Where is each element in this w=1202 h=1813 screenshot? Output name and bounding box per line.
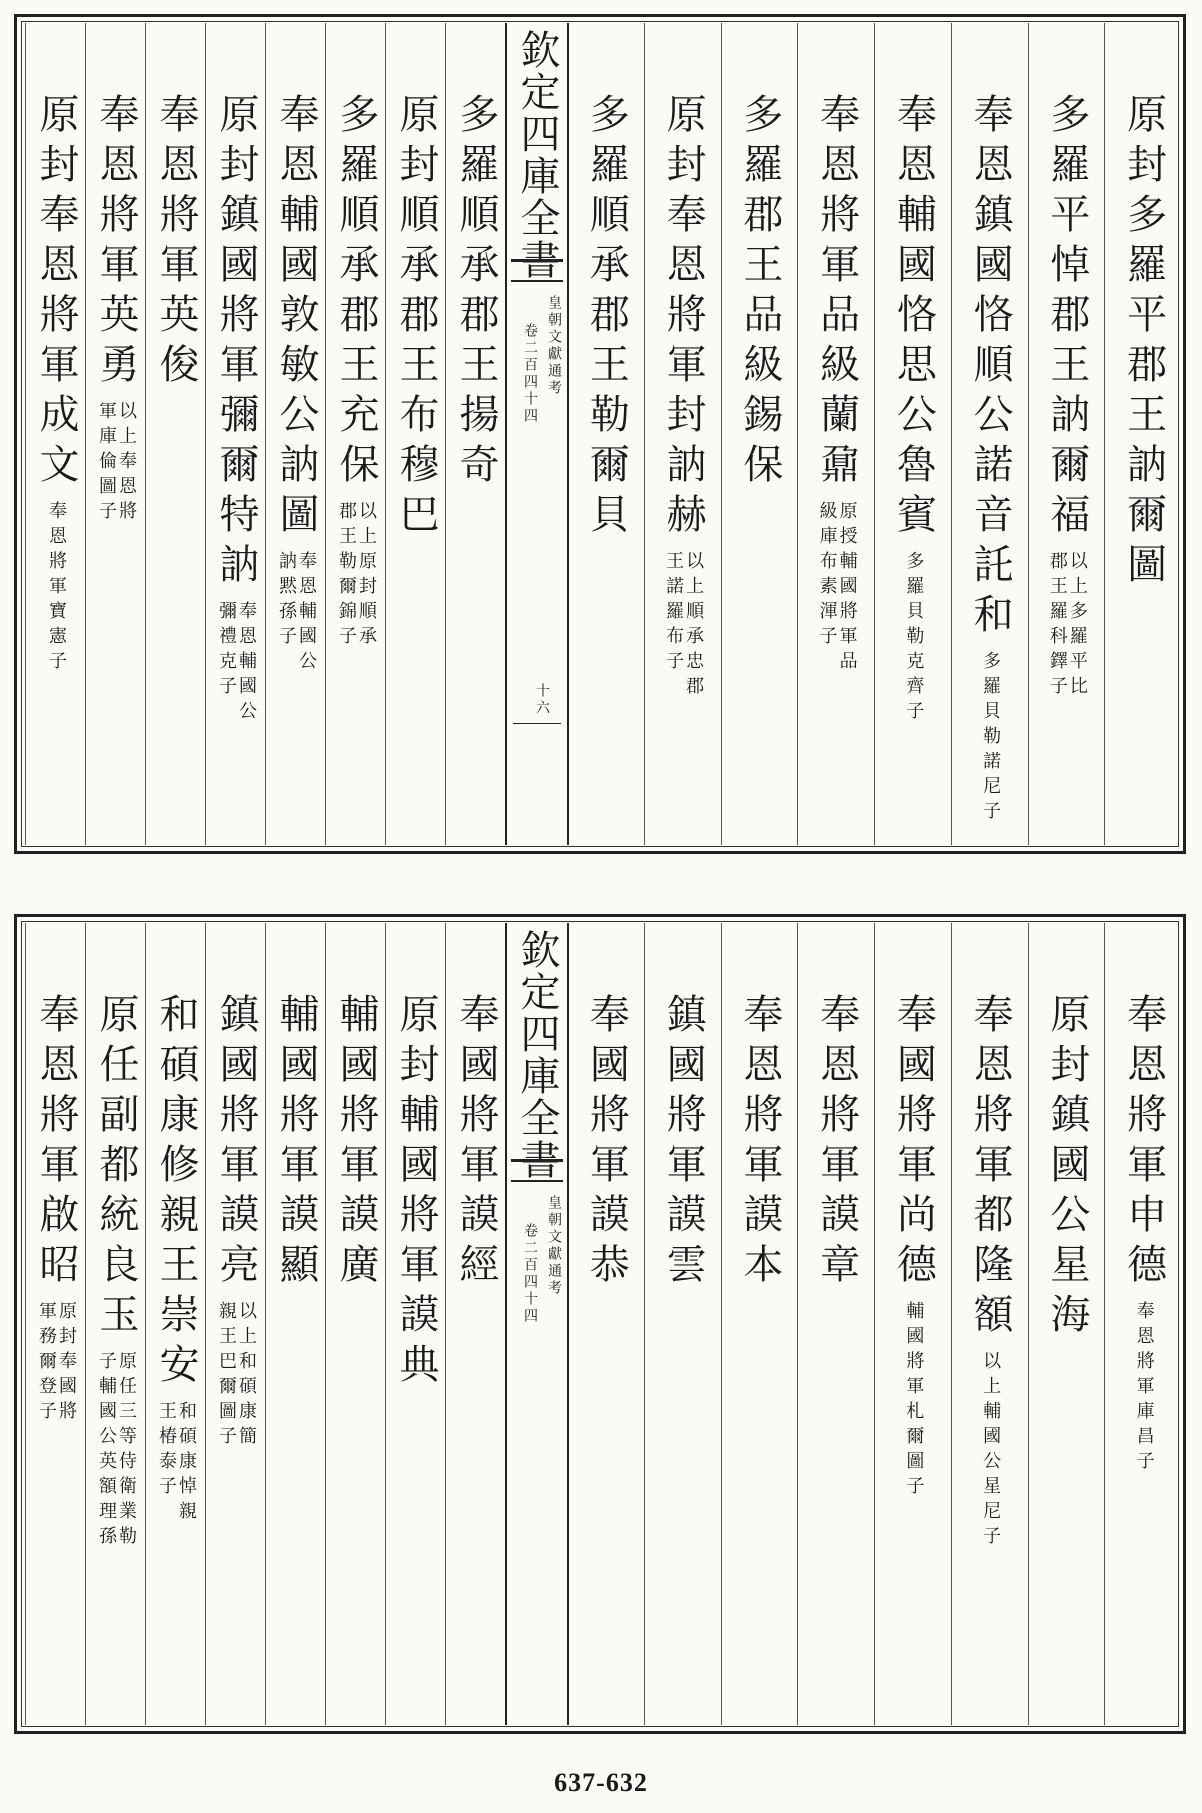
entry-column <box>25 23 86 845</box>
entry-name: 奉恩將軍品級蘭鼐 <box>813 93 860 493</box>
entry-column <box>325 923 386 1725</box>
entry-name: 多羅順承郡王揚奇 <box>453 93 499 493</box>
entry-column <box>1104 23 1182 845</box>
entry-name: 原任副都統良玉 <box>93 993 139 1343</box>
annotation-line: 王諾羅布子 <box>663 551 685 676</box>
entry-name: 鎮國將軍謨雲 <box>660 993 707 1293</box>
entry-name: 和碩康修親王崇安 <box>153 993 199 1393</box>
entry-name: 原封輔國將軍謨典 <box>393 993 439 1393</box>
annotation <box>96 401 136 526</box>
annotation-line: 郡王勒爾錦子 <box>336 501 357 651</box>
annotation-line: 訥黙孫子 <box>276 551 297 651</box>
entry-column <box>874 923 952 1725</box>
center-banner <box>505 23 569 845</box>
entry-column <box>951 923 1029 1725</box>
banner-title: 欽定四庫全書 <box>514 929 560 1181</box>
annotation-line: 軍庫倫圖子 <box>96 401 117 526</box>
entry-column <box>85 923 146 1725</box>
annotation-line: 奉恩輔國公 <box>296 551 317 676</box>
lower-page <box>14 914 1186 1734</box>
annotation-line: 奉恩將軍寶憲子 <box>46 501 67 676</box>
entry-column <box>644 923 722 1725</box>
entry-column <box>567 23 645 845</box>
banner-source: 皇朝文獻通考 <box>546 295 562 397</box>
entry-name: 奉恩將軍申德 <box>1120 993 1167 1293</box>
banner-volume: 卷二百四十四 <box>522 1223 538 1325</box>
entry-column <box>325 23 386 845</box>
entry-name: 原封奉恩將軍成文 <box>33 93 79 493</box>
banner-source: 皇朝文獻通考 <box>546 1195 562 1297</box>
entry-column <box>85 23 146 845</box>
entry-name: 輔國將軍謨廣 <box>333 993 379 1293</box>
entry-column <box>205 23 266 845</box>
entry-name: 奉恩將軍英勇 <box>93 93 139 393</box>
entry-column <box>145 23 206 845</box>
entry-name: 奉恩將軍謨本 <box>736 993 783 1293</box>
entry-column <box>1028 923 1106 1725</box>
entry-column <box>644 23 722 845</box>
entry-name: 原封鎮國公星海 <box>1043 993 1090 1343</box>
banner-title: 欽定四庫全書 <box>514 29 560 281</box>
upper-page <box>14 14 1186 854</box>
entry-column <box>265 23 326 845</box>
page-number: 637-632 <box>554 1768 648 1797</box>
entry-name: 奉國將軍謨恭 <box>583 993 630 1293</box>
annotation-line: 以上輔國公星尼子 <box>980 1351 1002 1551</box>
annotation <box>1134 1301 1154 1476</box>
entry-name: 奉恩輔國敦敏公訥圖 <box>273 93 319 543</box>
annotation-line: 輔國將軍札爾圖子 <box>903 1301 925 1501</box>
entry-column <box>385 923 446 1725</box>
annotation-line: 以上多羅平比 <box>1066 551 1088 701</box>
annotation <box>156 1401 196 1526</box>
annotation-line: 郡王羅科鐸子 <box>1046 551 1068 701</box>
entry-column <box>567 923 645 1725</box>
annotation-line: 原授輔國將軍品 <box>836 501 858 676</box>
entry-name: 奉國將軍尚德 <box>890 993 937 1293</box>
entry-name: 奉國將軍謨經 <box>453 993 499 1293</box>
entry-column <box>721 923 799 1725</box>
entry-column <box>721 23 799 845</box>
banner-volume: 卷二百四十四 <box>522 323 538 425</box>
annotation <box>46 501 66 676</box>
annotation-line: 以上和碩康簡 <box>236 1301 257 1451</box>
annotation-line: 以上奉恩將 <box>116 401 137 526</box>
annotation-line: 奉恩將軍庫昌子 <box>1133 1301 1155 1476</box>
annotation-line: 多羅貝勒諾尼子 <box>980 651 1002 826</box>
entry-name: 原封順承郡王布穆巴 <box>393 93 439 543</box>
annotation <box>96 1351 136 1551</box>
entry-name: 原封奉恩將軍封訥赫 <box>660 93 707 543</box>
annotation <box>663 551 703 701</box>
annotation-line: 王椿泰子 <box>156 1401 177 1501</box>
annotation-line: 原任三等侍衛業勒 <box>116 1351 137 1551</box>
fishtail-mark <box>511 1159 563 1182</box>
folio-number: 十六 <box>534 683 550 717</box>
annotation <box>903 1301 923 1501</box>
entry-name: 鎮國將軍謨亮 <box>213 993 259 1293</box>
annotation-line: 軍務爾登子 <box>36 1301 57 1426</box>
annotation-line: 多羅貝勒克齊子 <box>903 551 925 726</box>
entry-column <box>445 923 506 1725</box>
annotation-line: 以上順承忠郡 <box>683 551 705 701</box>
entry-name: 奉恩將軍英俊 <box>153 93 199 393</box>
entry-name: 多羅平悼郡王訥爾福 <box>1043 93 1090 543</box>
annotation-line: 子輔國公英額理孫 <box>96 1351 117 1551</box>
entry-column <box>797 923 875 1725</box>
entry-name: 奉恩將軍啟昭 <box>33 993 79 1293</box>
annotation <box>336 501 376 651</box>
entry-name: 奉恩輔國恪思公魯賓 <box>890 93 937 543</box>
center-banner <box>505 923 569 1725</box>
entry-column <box>385 23 446 845</box>
annotation <box>216 601 256 726</box>
entry-column <box>445 23 506 845</box>
entry-column <box>951 23 1029 845</box>
annotation-line: 原封奉國將 <box>56 1301 77 1426</box>
entry-name: 多羅郡王品級錫保 <box>736 93 783 493</box>
entry-column <box>874 23 952 845</box>
annotation-line: 奉恩輔國公 <box>236 601 257 726</box>
entry-name: 多羅順承郡王充保 <box>333 93 379 493</box>
annotation <box>817 501 857 676</box>
annotation <box>980 651 1000 826</box>
entry-column <box>205 923 266 1725</box>
folio-rule <box>513 723 561 724</box>
entry-column <box>1028 23 1106 845</box>
annotation <box>216 1301 256 1451</box>
annotation-line: 親王巴爾圖子 <box>216 1301 237 1451</box>
entry-column <box>1104 923 1182 1725</box>
entry-name: 多羅順承郡王勒爾貝 <box>583 93 630 543</box>
annotation <box>1047 551 1087 701</box>
entry-name: 原封多羅平郡王訥爾圖 <box>1120 93 1167 593</box>
fishtail-mark <box>511 259 563 282</box>
annotation <box>276 551 316 676</box>
annotation-line: 級庫布素渾子 <box>816 501 838 651</box>
annotation-line: 彌禮克子 <box>216 601 237 701</box>
entry-column <box>797 23 875 845</box>
annotation-line: 以上原封順承 <box>356 501 377 651</box>
entry-column <box>145 923 206 1725</box>
entry-column <box>265 923 326 1725</box>
entry-name: 輔國將軍謨顯 <box>273 993 319 1293</box>
annotation-line: 和碩康悼親 <box>176 1401 197 1526</box>
entry-name: 奉恩鎮國恪順公諾音託和 <box>967 93 1014 643</box>
entry-name: 原封鎮國將軍彌爾特訥 <box>213 93 259 593</box>
entry-name: 奉恩將軍都隆額 <box>967 993 1014 1343</box>
annotation <box>980 1351 1000 1551</box>
annotation <box>36 1301 76 1426</box>
annotation <box>903 551 923 726</box>
entry-name: 奉恩將軍謨章 <box>813 993 860 1293</box>
entry-column <box>25 923 86 1725</box>
